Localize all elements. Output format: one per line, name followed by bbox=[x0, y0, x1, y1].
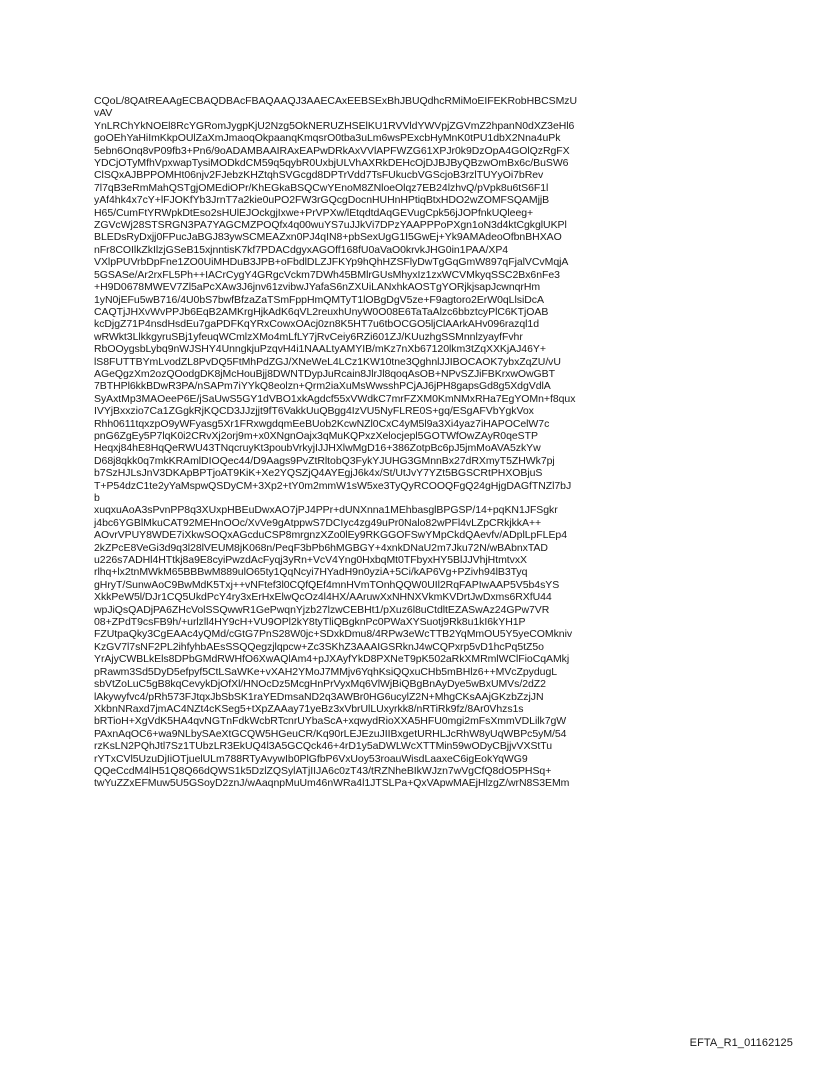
text-line: gHryT/SunwAoC9BwMdK5Txj++vNFtef3l0CQfQEf4mnHVmTOnhQQW0UIl2RqFAPIwAAP5V5b4sYS bbox=[94, 578, 560, 591]
text-line: j4bc6YGBlMkuCAT92MEHnOOc/XvVe9gAtppwS7DCIyc4zg49uPr0Nalo82wPFl4vLZpCRkjkkA++ bbox=[94, 516, 542, 529]
text-line: CAQTjJHXvWvPPJb6EqB2AMKrgHjkAdK6qVL2reuxhUnyW0O08E6TaTaAlzc6bbztcyPlC6KTjOAB bbox=[94, 305, 549, 318]
text-line: T+P54dzC1te2yYaMspwQSDyCM+3Xp2+tY0m2mmW1sW5xe3TyQyRCOOQFgQ24gHjgDAGfTNZl7bJ bbox=[94, 479, 572, 492]
text-line: ZGVcWj28STSRGN3PA7YAGCMZPOQfx4q00wuYS7uJJkVi7DPzYAAPPPoPXgn1oN3d4ktCgkglUKPl bbox=[94, 219, 567, 232]
text-line: lS8FUTTBYmLvodZL8PvDQ5FtMhPdZGJ/XNeWeL4LCz1KW10tne3QghnlJJIBOCAOK7ybxZqZU/vU bbox=[94, 355, 561, 368]
text-line: pnG6ZgEy5P7lqK0i2CRvXj2orj9m+x0XNgnOajx3qMuKQPxzXelocjepl5GOTWfOwZAyR0qeSTP bbox=[94, 429, 538, 442]
text-line: sbVtZoLuC5gB8kqCevykDjOfXl/HNOcDz5McgHnPrVyxMq6VlWjBiQBgBnAyDye5wBxUMVs/2dZ2 bbox=[94, 678, 546, 691]
text-line: twYuZZxEFMuw5U5GSoyD2znJ/wAaqnpMuUm46nWRa4l1JTSLPa+QxVApwMAEjHlzgZ/wrN8S3EMm bbox=[94, 777, 570, 790]
text-line: rlhq+lx2tnMWkM65BBBwM889ulO65ty1QqNcyi7HYadH9n0yziA+5Ci/kAP6Vg+PZivh94lB3Tyq bbox=[94, 566, 528, 579]
document-id-footer: EFTA_R1_01162125 bbox=[689, 1037, 793, 1049]
text-line: rzKsLN2PQhJtl7Sz1TUbzLR3EkUQ4l3A5GCQck46+4rD1y5aDWLWcXTTMin59wODyCBjjvVXStTu bbox=[94, 740, 553, 753]
text-line: D68j8qkk0q7mkKRAmlDIOQec44/D9Aags9PvZtRltobQ3FykYJUHG3GMnnBx27dRXmyT5ZHWk7pj bbox=[94, 454, 555, 467]
text-line: 7BTHPl6kkBDwR3PA/nSAPm7iYYkQ8eolzn+Qrm2iaXuMsWwsshPCjAJ6jPH8gapsGd8g5XdgVdlA bbox=[94, 380, 551, 393]
text-line: +H9D0678MWEV7Zl5aPcXAw3J6jnv61zvibwJYafaS6nZXUiLANxhkAOSTgYORjkjsapJcwnqrHm bbox=[94, 281, 541, 294]
text-line: lAkywyfvc4/pRh573FJtqxJbSbSK1raYEDmsaND2q3AWBr0HG6ucylZ2N+MhgCKsAAjGKzbZzjJN bbox=[94, 690, 544, 703]
text-line: YrAjyCWBLkEls8DPbGMdRWHfO6XwAQlAm4+pJXAyfYkD8PXNeT9pK502aRkXMRmlWClFioCqAMkj bbox=[94, 653, 570, 666]
text-line: RbOOygsbLybq9nWJSHY4UnngkjuPzqvH4i1NAALtyAMYIB/mKz7nXb67120lkm3tZqXXKjAJ46Y+ bbox=[94, 343, 546, 356]
text-line: b7SzHJLsJnV3DKApBPTjoAT9KiK+Xe2YQSZjQ4AYEgjJ6k4x/St/UtJvY7YZt5BGSCRtPHXOBjuS bbox=[94, 467, 543, 480]
text-line: SyAxtMp3MAOeeP6E/jSaUwS5GY1dVBO1xkAgdcf55xVWdkC7mrFZXM0KmNMxRHa7EgYOMn+f8qux bbox=[94, 392, 576, 405]
text-line: yAf4hk4x7cY+lFJOKfYb3JrnT7a2kie0uPO2FW3rGQcgDocnHUHnHPtiqBtxHDO2wZOMFSQAMjjB bbox=[94, 194, 550, 207]
text-line: nFr8COIlkZkIlzjGSeB15xjnntisK7kf7PDACdgyxAGOff168fU0aVaO0krvkJHG0in1PAA/XP4 bbox=[94, 243, 509, 256]
text-line: 08+ZPdT9csFB9h/+urlzll4HY9cH+VU9OPl2kY8tyTliQBgknPc0PWaXYSuotj9Rk8u1kI6kYH1P bbox=[94, 616, 526, 629]
text-line: xuqxuAoA3sPvnPP8q3XUxpHBEuDwxAO7jPJ4PPr+dUNXnna1MEhbasglBPGSP/14+pqKN1JFSgkr bbox=[94, 504, 558, 517]
text-line: bRTioH+XgVdK5HA4qvNGTnFdkWcbRTcnrUYbaScA+xqwydRioXXA5HFU0mgi2mFsXmmVDLilk7gW bbox=[94, 715, 567, 728]
text-line: 2kZPcE8VeGi3d9q3l28lVEUM8jK068n/PeqF3bPb6hMGBGY+4xnkDNaU2m7Jku72N/wBAbnxTAD bbox=[94, 541, 548, 554]
text-line: VXlpPUVrbDpFne1ZO0UiMHDuB3JPB+oFbdlDLZJFKYp9hQhHZSFlyDwTgGqGmW897qFjalVCvMqjA bbox=[94, 256, 569, 269]
text-line: Heqxj84hE8HqQeRWU43TNqcruyKt3poubVrkyjIJJHXlwMgD16+386ZotpBc6pJ5jmMoAVA5zkYw bbox=[94, 442, 541, 455]
text-line: goOEhYaHiImKkpOUlZaXmJmaoqOkpaanqKmqsrO0tba3uLm6wsPExcbHyMnK0tPU1dbX2Nna4uPk bbox=[94, 132, 561, 145]
text-line: AOvrVPUY8WDE7iXkwSOQxAGcduCSP8mrgnzXZo0lEy9RKGGOFSwYMpCkdQAevfv/ADplLpFLEp4 bbox=[94, 529, 567, 542]
text-line: H65/CumFtYRWpkDtEso2sHUlEJOckgjIxwe+PrVPXw/lEtqdtdAqGEVugCpk56jJOPfnkUQleeg+ bbox=[94, 206, 534, 219]
text-line: FZUtpaQky3CgEAAc4yQMd/cGtG7PnS28W0jc+SDxkDmu8/4RPw3eWcTTB2YqMmOU5Y5yeCOMkniv bbox=[94, 628, 573, 641]
text-line: IVYjBxxzio7Ca1ZGgkRjKQCD3JJzjjt9fT6VakkUuQBgg4IzVU5NyFLRE0S+gq/ESgAFVbYgkVox bbox=[94, 405, 534, 418]
text-line: 7l7qB3eRmMahQSTgjOMEdiOPr/KhEGkaBSQCwYEnoM8ZNloeOlqz7EB24lzhvQ/pVpk8u6tS6F1l bbox=[94, 181, 549, 194]
text-line: pRawm3Sd5DyD5efpyf5CtLSaWKe+vXAH2YMoJ7MMjv6YqhKsiQQxuCHb5mBHlz6++MVcZpydugL bbox=[94, 665, 558, 678]
text-line: b bbox=[94, 492, 100, 504]
text-line: u226s7ADHl4HTtkj8a9E8cyiPwzdAcFyqj3yRn+VcV4Yng0HxbqMt0TFbyxHY5BlJJVhjHtmtvxX bbox=[94, 554, 527, 567]
text-line: BLEDsRyDxjj0FPucJaBGJ83ywSCMEAZxn0PJ4qIN8+pbSexUgG1I5GwEj+Yk9AMAdeoOfbnBHXAO bbox=[94, 231, 562, 244]
text-line: rYTxCVl5UzuDjIiOTjuelULm788RTyAvywIb0PlGfbP6VxUoy53roauWisdLaaxeC6igEokYqWG9 bbox=[94, 752, 528, 765]
text-line: KzGV7l7sNF2PL2ihfyhbAEsSSQQegzjlqpcw+Zc3SKhZ3AAAIGSRknJ4wCQPxrp5vD1hcPq5tZ5o bbox=[94, 640, 544, 653]
text-line: PAxnAqOC6+wa9NLbySAeXtGCQW5HGeuCR/Kq90rLEJEzuJIIBxgetURHLJcRhW8yUqWBPc5yM/54 bbox=[94, 727, 567, 740]
text-line: Rhh0611tqxzpO9yWFyasg5Xr1FRxwgdqmEeBUob2KcwNZl0CxC4yM5l9a3Xi4yaz7iHAPOCelW7c bbox=[94, 417, 550, 430]
encoded-text-block bbox=[94, 95, 734, 790]
text-line: ClSQxAJBPPOMHt06njv2FJebzKHZtqhSVGcgd8DPTrVdd7TsFUkucbVGScjoB3rzlTUYyOi7bRev bbox=[94, 169, 544, 182]
text-line: kcDjgZ71P4nsdHsdEu7gaPDFKqYRxCowxOAcj0zn8K5HT7u6tbOCGO5ljClAArkAHv096razql1d bbox=[94, 318, 539, 331]
text-line: AGeQgzXm2ozQOodgDK8jMcHouBjj8DWNTDypJuRcain8JlrJl8qoqAsOB+NPvSZJiFBKrxwOwGBT bbox=[94, 367, 555, 380]
text-line: QQeCcdM4lH51Q8Q66dQWS1k5DzlZQSylATjIIJA6c0zT43/tRZNheBIkWJzn7wVgCfQ8dO5PHSq+ bbox=[94, 764, 552, 777]
text-line: 5GSASe/Ar2rxFL5Ph++IACrCygY4GRgcVckm7DWh45BMlrGUsMhyxIz1zxWCVMkyqSSC2Bx6nFe3 bbox=[94, 268, 560, 281]
text-line: CQoL/8QAtREAAgECBAQDBAcFBAQAAQJ3AAECAxEEBSExBhJBUQdhcRMiMoEIFEKRobHBCSMzU bbox=[94, 95, 578, 107]
text-line: vAV bbox=[94, 107, 113, 120]
text-line: wpJiQsQADjPA6ZHcVolSSQwwR1GePwqnYjzb27lzwCEBHt1/pXuz6l8uCtdltEZASwAz24GPw7VR bbox=[94, 603, 550, 616]
text-line: XkbnNRaxd7jmAC4NZt4cKSeg5+tXpZAAay71yeBz3xVbrUlLUxyrkk8/nRTiRk9fz/8Ar0Vhzs1s bbox=[94, 702, 524, 715]
text-line: 5ebn6Onq8vP09fb3+Pn6/9oADAMBAAIRAxEAPwDRkAxVVlAPFWZG61XPJr0k9DzOpA4GOlQzRgFX bbox=[94, 144, 570, 157]
text-line: XkkPeW5l/DJr1CQ5UkdPcY4ry3xErHxElwQcOz4l4HX/AAruwXxNHNXVkmKVDrtJwDxms6RXfU44 bbox=[94, 591, 552, 604]
text-line: YnLRChYkNOEl8RcYGRomJygpKjU2Nzg5OkNERUZHSElKU1RVVldYWVpjZGVmZ2hpanN0dXZ3eHl6 bbox=[94, 119, 575, 132]
text-line: 1yN0jEFu5wB716/4U0bS7bwfBfzaZaTSmFppHmQMTyT1lOBgDgV5ze+F9agtoro2ErW0qLlsiDcA bbox=[94, 293, 544, 306]
text-line: YDCjOTyMfhVpxwapTysiMODkdCM59q5qybR0UxbjULVhAXRkDEHcOjDJBJByQBzwOmBx6c/BuSW6 bbox=[94, 157, 569, 170]
text-line: wRWkt3LlkkgyruSBj1yfeuqWCmlzXMo4mLfLY7jRvCeiy6RZi601ZJ/KUuzhgSSMnnlzyayfFvhr bbox=[94, 330, 523, 343]
